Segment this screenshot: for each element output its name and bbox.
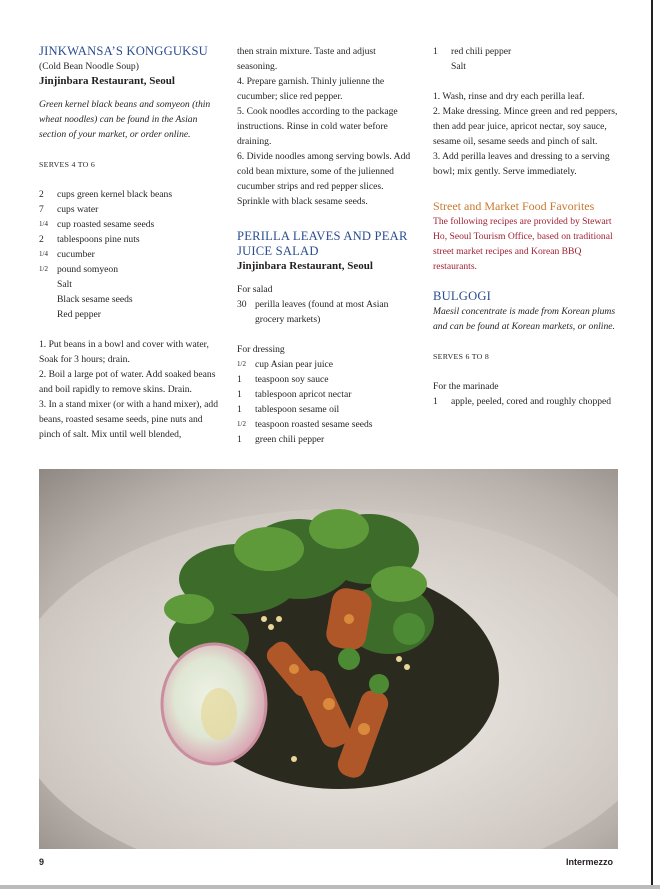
section-title: Street and Market Food Favorites bbox=[433, 199, 595, 213]
column-3 bbox=[433, 44, 619, 409]
ingredient-quantity bbox=[433, 59, 451, 74]
restaurant-name: Jinjinbara Restaurant, Seoul bbox=[237, 260, 373, 272]
ingredient-item bbox=[39, 202, 222, 217]
instructions-continued bbox=[237, 44, 417, 209]
ingredient-item bbox=[237, 372, 417, 387]
column-1 bbox=[39, 44, 222, 442]
subsection-label: For the marinade bbox=[433, 381, 499, 392]
serves-label: SERVES 6 TO 8 bbox=[433, 352, 490, 361]
instruction-step: 2. Make dressing. Mince green and red peppers, then add pear juice, apricot nectar, soy sauce, sesame oil, sesame seeds and pinch of salt. bbox=[433, 106, 618, 147]
ingredient-name: Black sesame seeds bbox=[57, 294, 133, 305]
ingredient-quantity: 1/2 bbox=[237, 360, 246, 368]
ingredient-name: green chili pepper bbox=[255, 434, 325, 445]
ingredient-list bbox=[433, 394, 619, 409]
ingredient-quantity: 1/2 bbox=[39, 265, 48, 273]
instruction-step: 1. Put beans in a bowl and cover with water, Soak for 3 hours; drain. bbox=[39, 339, 209, 365]
ingredient-list-continued bbox=[433, 44, 619, 74]
ingredient-item bbox=[39, 247, 222, 262]
ingredient-quantity: 1 bbox=[433, 396, 438, 407]
ingredient-list bbox=[39, 187, 222, 322]
ingredient-name: Salt bbox=[57, 279, 72, 290]
ingredient-item bbox=[39, 187, 222, 202]
instruction-step: 3. Add perilla leaves and dressing to a serving bowl; mix gently. Serve immediately. bbox=[433, 151, 610, 177]
ingredient-item bbox=[39, 232, 222, 247]
instructions bbox=[39, 337, 222, 442]
ingredient-quantity: 1 bbox=[433, 46, 438, 57]
ingredient-name: apple, peeled, cored and roughly chopped bbox=[451, 396, 612, 407]
section-intro: The following recipes are provided by Stewart Ho, Seoul Tourism Office, based on traditional street market recipes and Korean BBQ restaurants. bbox=[433, 216, 613, 272]
instruction-step: 5. Cook noodles according to the package instructions. Rinse in cold water before draining. bbox=[237, 106, 398, 147]
instruction-step: then strain mixture. Taste and adjust seasoning. bbox=[237, 46, 376, 72]
dish-illustration bbox=[39, 469, 618, 849]
instruction-step: 2. Boil a large pot of water. Add soaked beans and boil rapidly to remove skins. Drain. bbox=[39, 369, 216, 395]
instruction-step: 6. Divide noodles among serving bowls. Add cold bean mixture, some of the julienned cucumber strips and red pepper slices. Sprinkle with black sesame seeds. bbox=[237, 151, 411, 207]
ingredient-name: cucumber bbox=[57, 249, 95, 260]
ingredient-item bbox=[39, 277, 222, 292]
ingredient-name: cup roasted sesame seeds bbox=[57, 219, 155, 230]
ingredient-list bbox=[237, 297, 417, 327]
ingredient-item bbox=[39, 262, 222, 277]
ingredient-name: teaspoon soy sauce bbox=[255, 374, 329, 385]
ingredient-name: perilla leaves (found at most Asian grocery markets) bbox=[255, 299, 389, 325]
page-number: 9 bbox=[39, 857, 45, 867]
ingredient-item bbox=[237, 297, 417, 327]
ingredient-name: tablespoons pine nuts bbox=[57, 234, 140, 245]
ingredient-name: tablespoon apricot nectar bbox=[255, 389, 352, 400]
instruction-step: 4. Prepare garnish. Thinly julienne the cucumber; slice red pepper. bbox=[237, 76, 385, 102]
ingredient-quantity: 1/4 bbox=[39, 220, 48, 228]
ingredient-item bbox=[433, 44, 619, 59]
instructions bbox=[433, 89, 619, 179]
ingredient-item bbox=[39, 307, 222, 322]
ingredient-name: pound somyeon bbox=[57, 264, 119, 275]
ingredient-quantity: 2 bbox=[39, 189, 44, 200]
ingredient-quantity: 1 bbox=[237, 404, 242, 415]
ingredient-quantity: 7 bbox=[39, 204, 44, 215]
subsection-label: For dressing bbox=[237, 344, 285, 355]
ingredient-item bbox=[237, 357, 417, 372]
food-photo bbox=[39, 469, 618, 849]
page-edge-bottom bbox=[0, 885, 660, 889]
instruction-step: 1. Wash, rinse and dry each perilla leaf. bbox=[433, 91, 585, 102]
ingredient-item bbox=[237, 432, 417, 447]
ingredient-quantity: 1/4 bbox=[39, 250, 48, 258]
recipe-subtitle: (Cold Bean Noodle Soup) bbox=[39, 61, 139, 72]
ingredient-quantity bbox=[39, 307, 57, 322]
ingredient-item bbox=[237, 387, 417, 402]
magazine-name: Intermezzo bbox=[566, 857, 614, 867]
ingredient-name: teaspoon roasted sesame seeds bbox=[255, 419, 373, 430]
column-2 bbox=[237, 44, 417, 447]
ingredient-quantity: 1 bbox=[237, 374, 242, 385]
ingredient-quantity: 2 bbox=[39, 234, 44, 245]
recipe-title: JINKWANSA’S KONGGUKSU bbox=[39, 44, 208, 58]
ingredient-name: tablespoon sesame oil bbox=[255, 404, 340, 415]
recipe-title: BULGOGI bbox=[433, 289, 492, 303]
ingredient-item bbox=[433, 59, 619, 74]
ingredient-quantity bbox=[39, 277, 57, 292]
ingredient-name: cup Asian pear juice bbox=[255, 359, 334, 370]
serves-label: SERVES 4 TO 6 bbox=[39, 160, 96, 169]
ingredient-quantity: 1/2 bbox=[237, 420, 246, 428]
ingredient-quantity: 30 bbox=[237, 299, 247, 310]
ingredient-quantity bbox=[39, 292, 57, 307]
subsection-label: For salad bbox=[237, 284, 273, 295]
recipe-title: PERILLA LEAVES AND PEAR JUICE SALAD bbox=[237, 229, 408, 258]
ingredient-item bbox=[39, 292, 222, 307]
ingredient-item bbox=[237, 417, 417, 432]
ingredient-quantity: 1 bbox=[237, 434, 242, 445]
instruction-step: 3. In a stand mixer (or with a hand mixer), add beans, roasted sesame seeds, pine nuts and pinch of salt. Mix until well blended, bbox=[39, 399, 219, 440]
restaurant-name: Jinjinbara Restaurant, Seoul bbox=[39, 75, 175, 87]
recipe-intro: Green kernel black beans and somyeon (thin wheat noodles) can be found in the Asian section of your market, or order online. bbox=[39, 99, 211, 140]
recipe-intro: Maesil concentrate is made from Korean plums and can be found at Korean markets, or online. bbox=[433, 306, 616, 332]
ingredient-name: cups water bbox=[57, 204, 99, 215]
ingredient-name: cups green kernel black beans bbox=[57, 189, 173, 200]
ingredient-name: Salt bbox=[451, 61, 466, 72]
ingredient-item bbox=[433, 394, 619, 409]
page-edge-right bbox=[651, 0, 653, 889]
ingredient-name: red chili pepper bbox=[451, 46, 512, 57]
ingredient-quantity: 1 bbox=[237, 389, 242, 400]
ingredient-item bbox=[237, 402, 417, 417]
ingredient-item bbox=[39, 217, 222, 232]
ingredient-name: Red pepper bbox=[57, 309, 101, 320]
ingredient-list bbox=[237, 357, 417, 447]
